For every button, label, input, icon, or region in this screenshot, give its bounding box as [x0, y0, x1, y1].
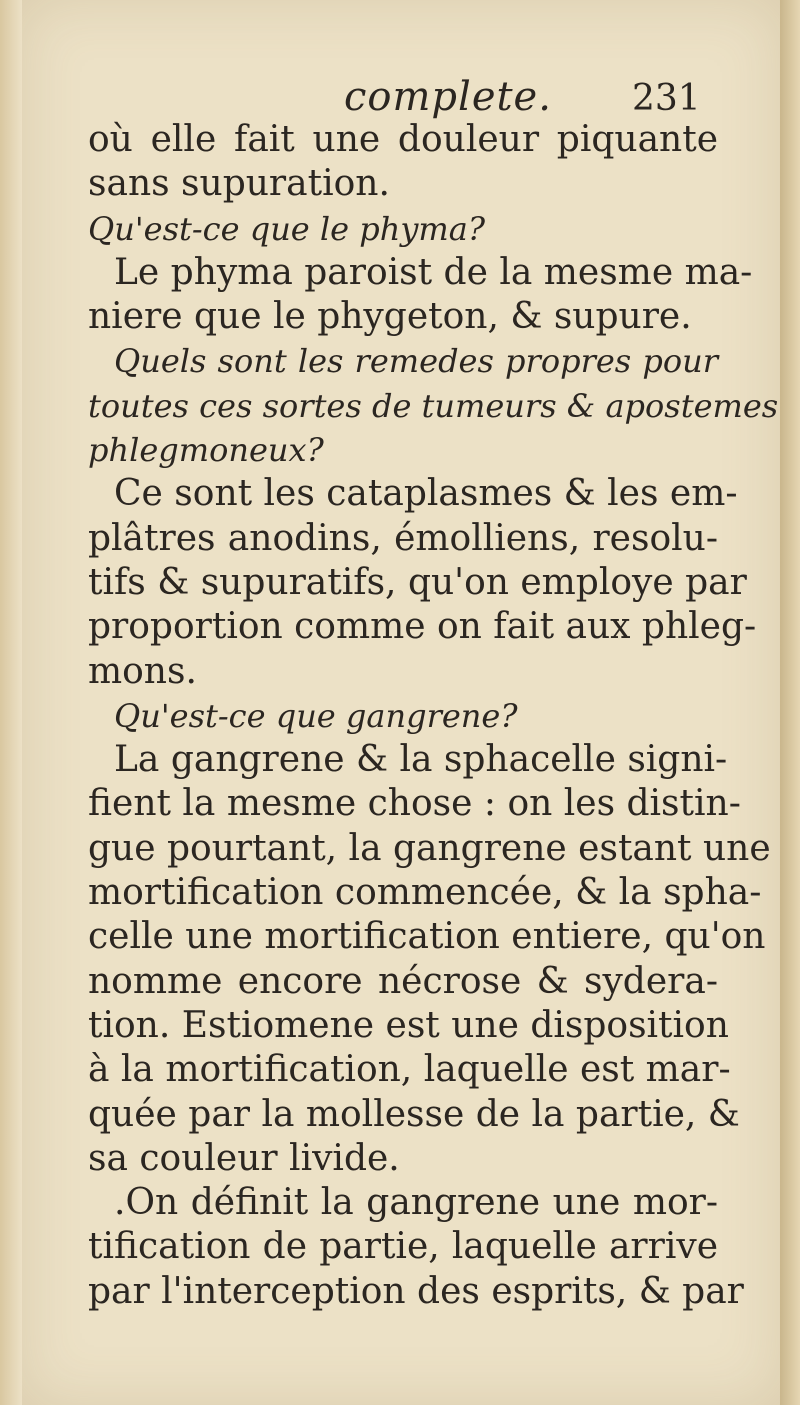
- text-line: Qu'est-ce que le phyma?: [88, 209, 485, 248]
- text-line: La gangrene & la sphacelle signi-: [114, 739, 728, 781]
- page-number: 231: [632, 78, 701, 119]
- text-line: gue pourtant, la gangrene estant une: [88, 827, 771, 869]
- text-line: celle une mortification entiere, qu'on: [88, 916, 766, 958]
- text-line: niere que le phygeton, & supure.: [88, 296, 692, 338]
- text-line: mons.: [88, 650, 197, 692]
- text-line: Ce sont les cataplasmes & les em-: [114, 473, 738, 515]
- text-line: à la mortification, laquelle est mar-: [88, 1049, 731, 1091]
- text-line: par l'interception des esprits, & par: [88, 1270, 744, 1312]
- text-line: .On définit la gangrene une mor-: [114, 1182, 718, 1224]
- text-line: Quels sont les remedes propres pour: [114, 342, 718, 381]
- text-line: fient la mesme chose : on les distin-: [88, 783, 741, 825]
- book-page: [22, 0, 780, 1405]
- text-line: sa couleur livide.: [88, 1137, 400, 1179]
- text-line: Le phyma paroist de la mesme ma-: [114, 251, 753, 293]
- text-line: mortification commencée, & la spha-: [88, 872, 762, 914]
- text-line: où elle fait une douleur piquante: [88, 119, 718, 160]
- text-line: tion. Estiomene est une disposition: [88, 1004, 729, 1046]
- text-line: quée par la mollesse de la partie, &: [88, 1093, 740, 1135]
- text-line: plâtres anodins, émolliens, resolu-: [88, 517, 718, 559]
- text-line: toutes ces sortes de tumeurs & apostemes: [88, 386, 779, 425]
- page-right-edge: [780, 0, 800, 1405]
- text-line: phlegmoneux?: [88, 431, 324, 470]
- body-text: [88, 118, 779, 1314]
- page-left-edge: [0, 0, 22, 1405]
- text-line: Qu'est-ce que gangrene?: [114, 696, 518, 735]
- text-line: tification de partie, laquelle arrive: [88, 1226, 718, 1268]
- text-line: nomme encore nécrose & sydera-: [88, 960, 718, 1002]
- text-line: proportion comme on fait aux phleg-: [88, 606, 757, 648]
- text-line: sans supuration.: [88, 163, 390, 205]
- text-line: tifs & supuratifs, qu'on employe par: [88, 561, 747, 603]
- running-title: complete.: [344, 74, 552, 120]
